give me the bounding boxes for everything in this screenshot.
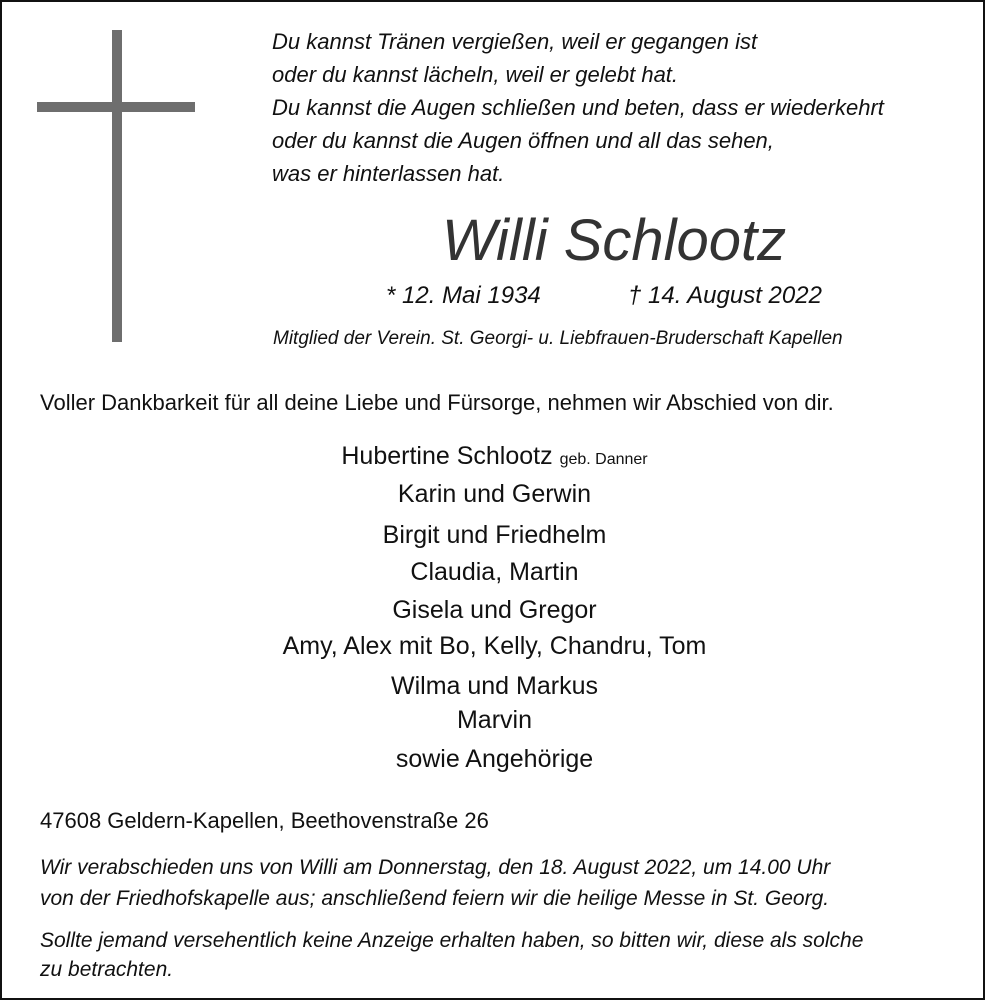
note-text: zu betrachten. — [40, 958, 174, 981]
birth-date: * 12. Mai 1934 — [386, 282, 541, 309]
poem-line: Du kannst Tränen vergießen, weil er gegangen ist — [272, 29, 758, 54]
gratitude-text: Voller Dankbarkeit für all deine Liebe und Fürsorge, nehmen wir Abschied von dir. — [40, 390, 834, 415]
spouse-maiden-name: geb. Danner — [559, 451, 648, 468]
poem-line: oder du kannst die Augen öffnen und all das sehen, — [272, 128, 774, 153]
spouse — [2, 442, 985, 471]
family-member: Wilma und Markus — [391, 672, 598, 700]
cross-vertical-bar — [112, 30, 122, 342]
family-member: Birgit und Friedhelm — [382, 521, 607, 549]
poem-line: was er hinterlassen hat. — [272, 161, 505, 186]
death-date: † 14. August 2022 — [628, 282, 822, 309]
note-text: Sollte jemand versehentlich keine Anzeige erhalten haben, so bitten wir, diese als solche — [40, 929, 864, 952]
family-member: Karin und Gerwin — [397, 480, 592, 508]
funeral-text: von der Friedhofskapelle aus; anschließend feiern wir die heilige Messe in St. Georg. — [40, 887, 830, 910]
family-member: Gisela und Gregor — [392, 596, 597, 624]
poem-line: oder du kannst lächeln, weil er gelebt hat. — [272, 62, 679, 87]
family-member: Marvin — [456, 706, 532, 734]
family-member: sowie Angehörige — [395, 745, 594, 773]
poem-line: Du kannst die Augen schließen und beten, dass er wiederkehrt — [272, 95, 884, 120]
cross-horizontal-bar — [37, 102, 195, 112]
membership: Mitglied der Verein. St. Georgi- u. Liebfrauen-Bruderschaft Kapellen — [273, 328, 843, 349]
funeral-text: Wir verabschieden uns von Willi am Donnerstag, den 18. August 2022, um 14.00 Uhr — [40, 856, 831, 879]
deceased-name: Willi Schlootz — [441, 208, 787, 273]
family-member: Amy, Alex mit Bo, Kelly, Chandru, Tom — [282, 632, 707, 660]
family-member: Claudia, Martin — [410, 558, 579, 586]
address: 47608 Geldern-Kapellen, Beethovenstraße 26 — [40, 808, 489, 833]
spouse-name: Hubertine Schlootz — [341, 442, 553, 470]
